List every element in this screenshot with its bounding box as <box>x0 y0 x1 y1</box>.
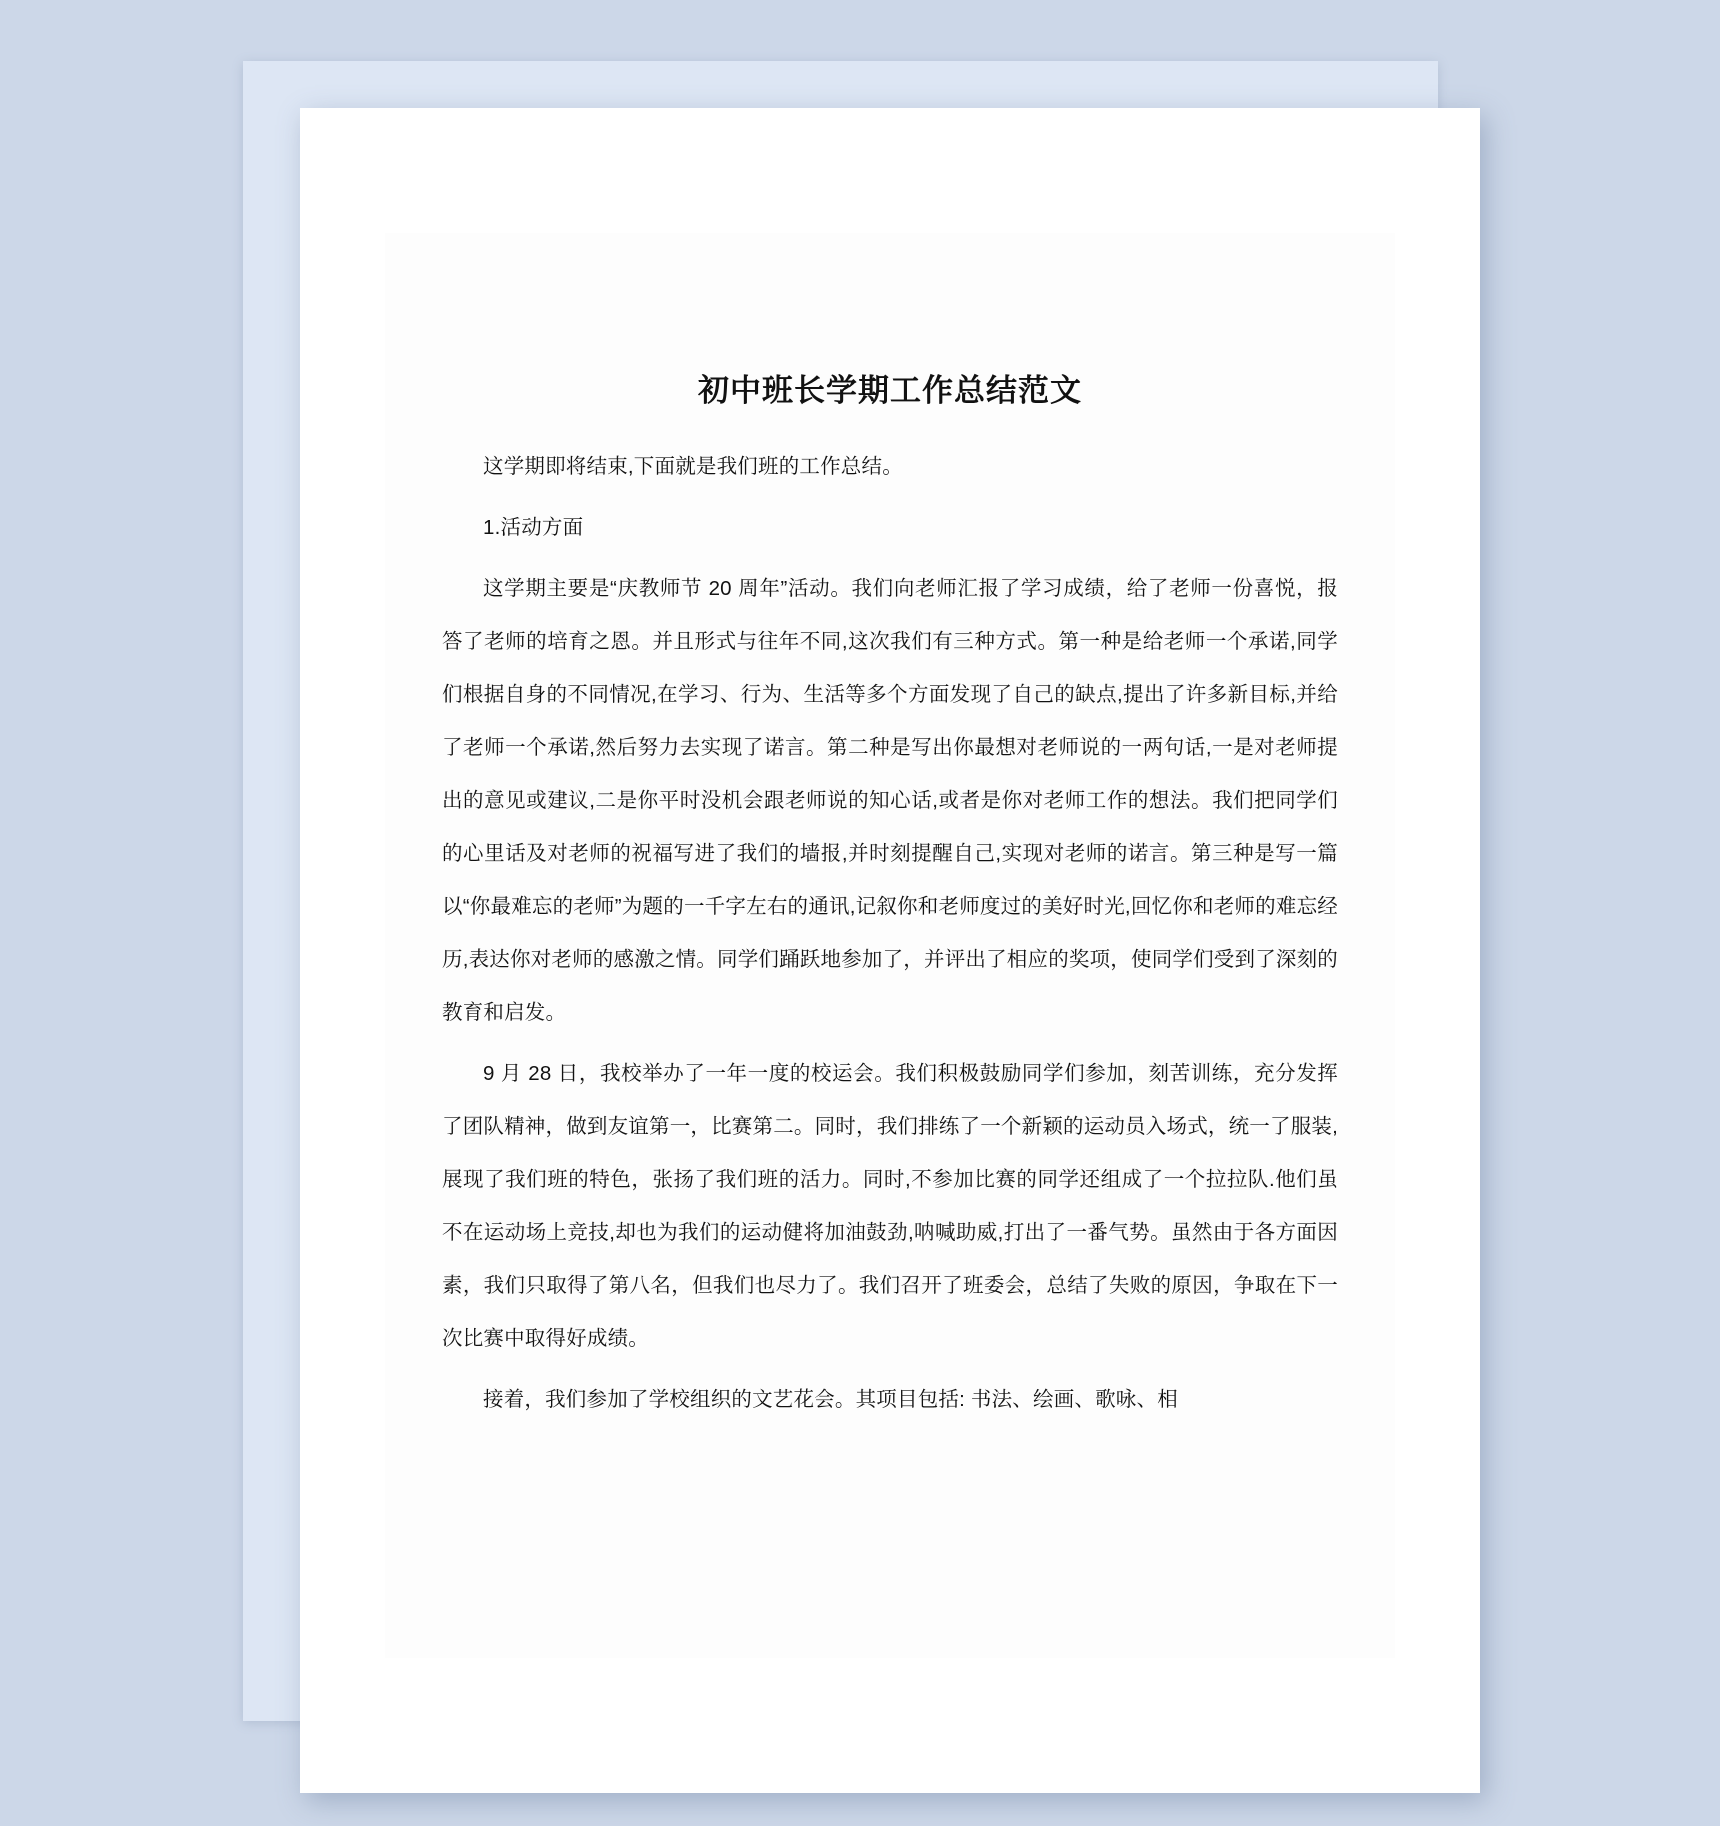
paragraph-sports-meet: 9 月 28 日，我校举办了一年一度的校运会。我们积极鼓励同学们参加，刻苦训练，充分发挥了团队精神，做到友谊第一，比赛第二。同时，我们排练了一个新颖的运动员入场式，统一了服装,展现了我们班的特色，张扬了我们班的活力。同时,不参加比赛的同学还组成了一个拉拉队.他们虽不在运动场上竞技,却也为我们的运动健将加油鼓劲,呐喊助威,打出了一番气势。虽然由于各方面因素，我们只取得了第八名，但我们也尽力了。我们召开了班委会，总结了失败的原因，争取在下一次比赛中取得好成绩。 <box>442 1062 1338 1350</box>
section-heading-activities: 1.活动方面 <box>483 516 584 539</box>
page-title: 初中班长学期工作总结范文 <box>698 373 1082 408</box>
paragraph-arts-festival: 接着，我们参加了学校组织的文艺花会。其项目包括: 书法、绘画、歌咏、相 <box>483 1388 1178 1411</box>
document-page <box>300 108 1480 1793</box>
document-content-frame <box>385 233 1395 1658</box>
document-body <box>385 440 1395 1426</box>
paragraph-teachers-day: 这学期主要是“庆教师节 20 周年”活动。我们向老师汇报了学习成绩，给了老师一份喜悦，报答了老师的培育之恩。并且形式与往年不同,这次我们有三种方式。第一种是给老师一个承诺,同学们根据自身的不同情况,在学习、行为、生活等多个方面发现了自己的缺点,提出了许多新目标,并给了老师一个承诺,然后努力去实现了诺言。第二种是写出你最想对老师说的一两句话,一是对老师提出的意见或建议,二是你平时没机会跟老师说的知心话,或者是你对老师工作的想法。我们把同学们的心里话及对老师的祝福写进了我们的墙报,并时刻提醒自己,实现对老师的诺言。第三种是写一篇以“你最难忘的老师”为题的一千字左右的通讯,记叙你和老师度过的美好时光,回忆你和老师的难忘经历,表达你对老师的感激之情。同学们踊跃地参加了，并评出了相应的奖项，使同学们受到了深刻的教育和启发。 <box>442 577 1338 1024</box>
paragraph-intro: 这学期即将结束,下面就是我们班的工作总结。 <box>483 455 903 478</box>
